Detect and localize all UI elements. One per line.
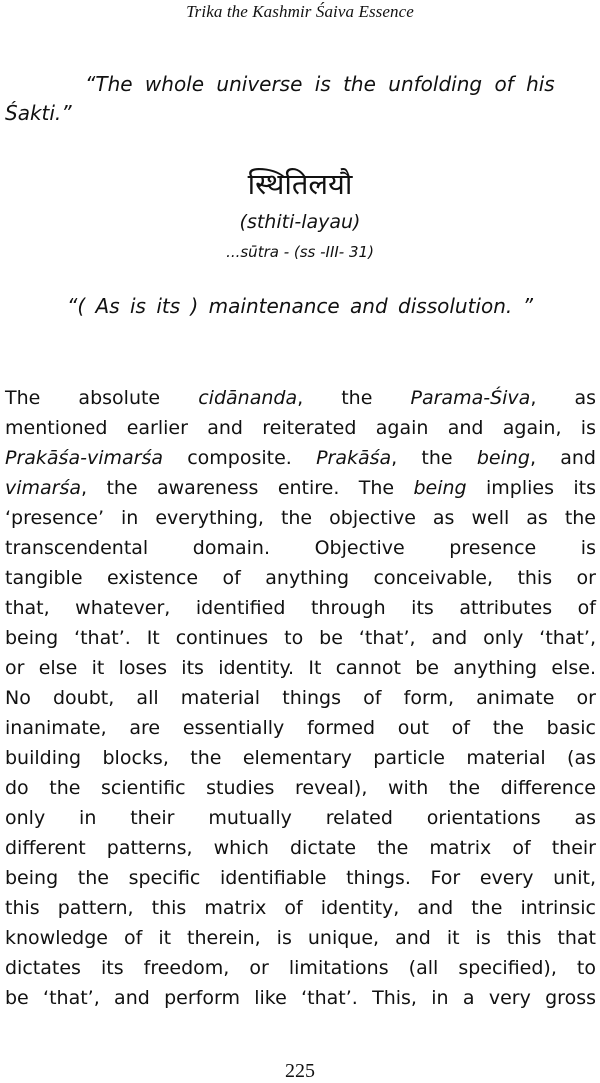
body-line: inanimate, are essentially formed out of the basic — [5, 717, 596, 739]
body-line: building blocks, the elementary particle material (as — [5, 747, 596, 769]
page-number: 225 — [285, 1060, 315, 1082]
body-line: knowledge of it therein, is unique, and it is this that — [5, 927, 596, 949]
body-line: dictates its freedom, or limitations (all specified), to — [5, 957, 596, 979]
body-line: be ‘that’, and perform like ‘that’. This, in a very gross — [5, 987, 596, 1009]
body-line: tangible existence of anything conceivable, this or — [5, 567, 596, 589]
body-line: being ‘that’. It continues to be ‘that’, and only ‘that’, — [5, 627, 596, 649]
body-line: that, whatever, identified through its attributes of — [5, 597, 596, 619]
body-line: mentioned earlier and reiterated again and again, is — [5, 417, 596, 439]
body-line: No doubt, all material things of form, animate or — [5, 687, 596, 709]
body-line: being the specific identifiable things. For every unit, — [5, 867, 596, 889]
body-line: only in their mutually related orientations as — [5, 807, 596, 829]
body-line: different patterns, which dictate the matrix of their — [5, 837, 596, 859]
sutra-reference: ...sūtra - (ss -III- 31) — [226, 243, 374, 261]
sutra-transliteration: (sthiti-layau) — [239, 211, 361, 233]
running-head: Trika the Kashmir Śaiva Essence — [186, 2, 414, 21]
body-line: Prakāśa-vimarśa composite. Prakāśa, the being, and — [5, 447, 596, 469]
sutra-translation: “( As is its ) maintenance and dissolution. ” — [67, 294, 533, 318]
body-line: this pattern, this matrix of identity, and the intrinsic — [5, 897, 596, 919]
body-line: or else it loses its identity. It cannot be anything else. — [5, 657, 596, 679]
opening-quote-line-2: Śakti.” — [5, 101, 72, 125]
opening-quote-line-1: “The whole universe is the unfolding of his — [85, 72, 555, 96]
body-paragraph — [5, 383, 596, 1013]
sutra-devanagari: स्थितिलयौ — [247, 167, 353, 201]
body-line: The absolute cidānanda, the Parama-Śiva, as — [5, 387, 596, 409]
body-line: do the scientific studies reveal), with the difference — [5, 777, 596, 799]
body-line: transcendental domain. Objective presence is — [5, 537, 596, 559]
opening-quote — [5, 70, 595, 128]
body-line: vimarśa, the awareness entire. The being implies its — [5, 477, 596, 499]
body-line: ‘presence’ in everything, the objective as well as the — [5, 507, 596, 529]
